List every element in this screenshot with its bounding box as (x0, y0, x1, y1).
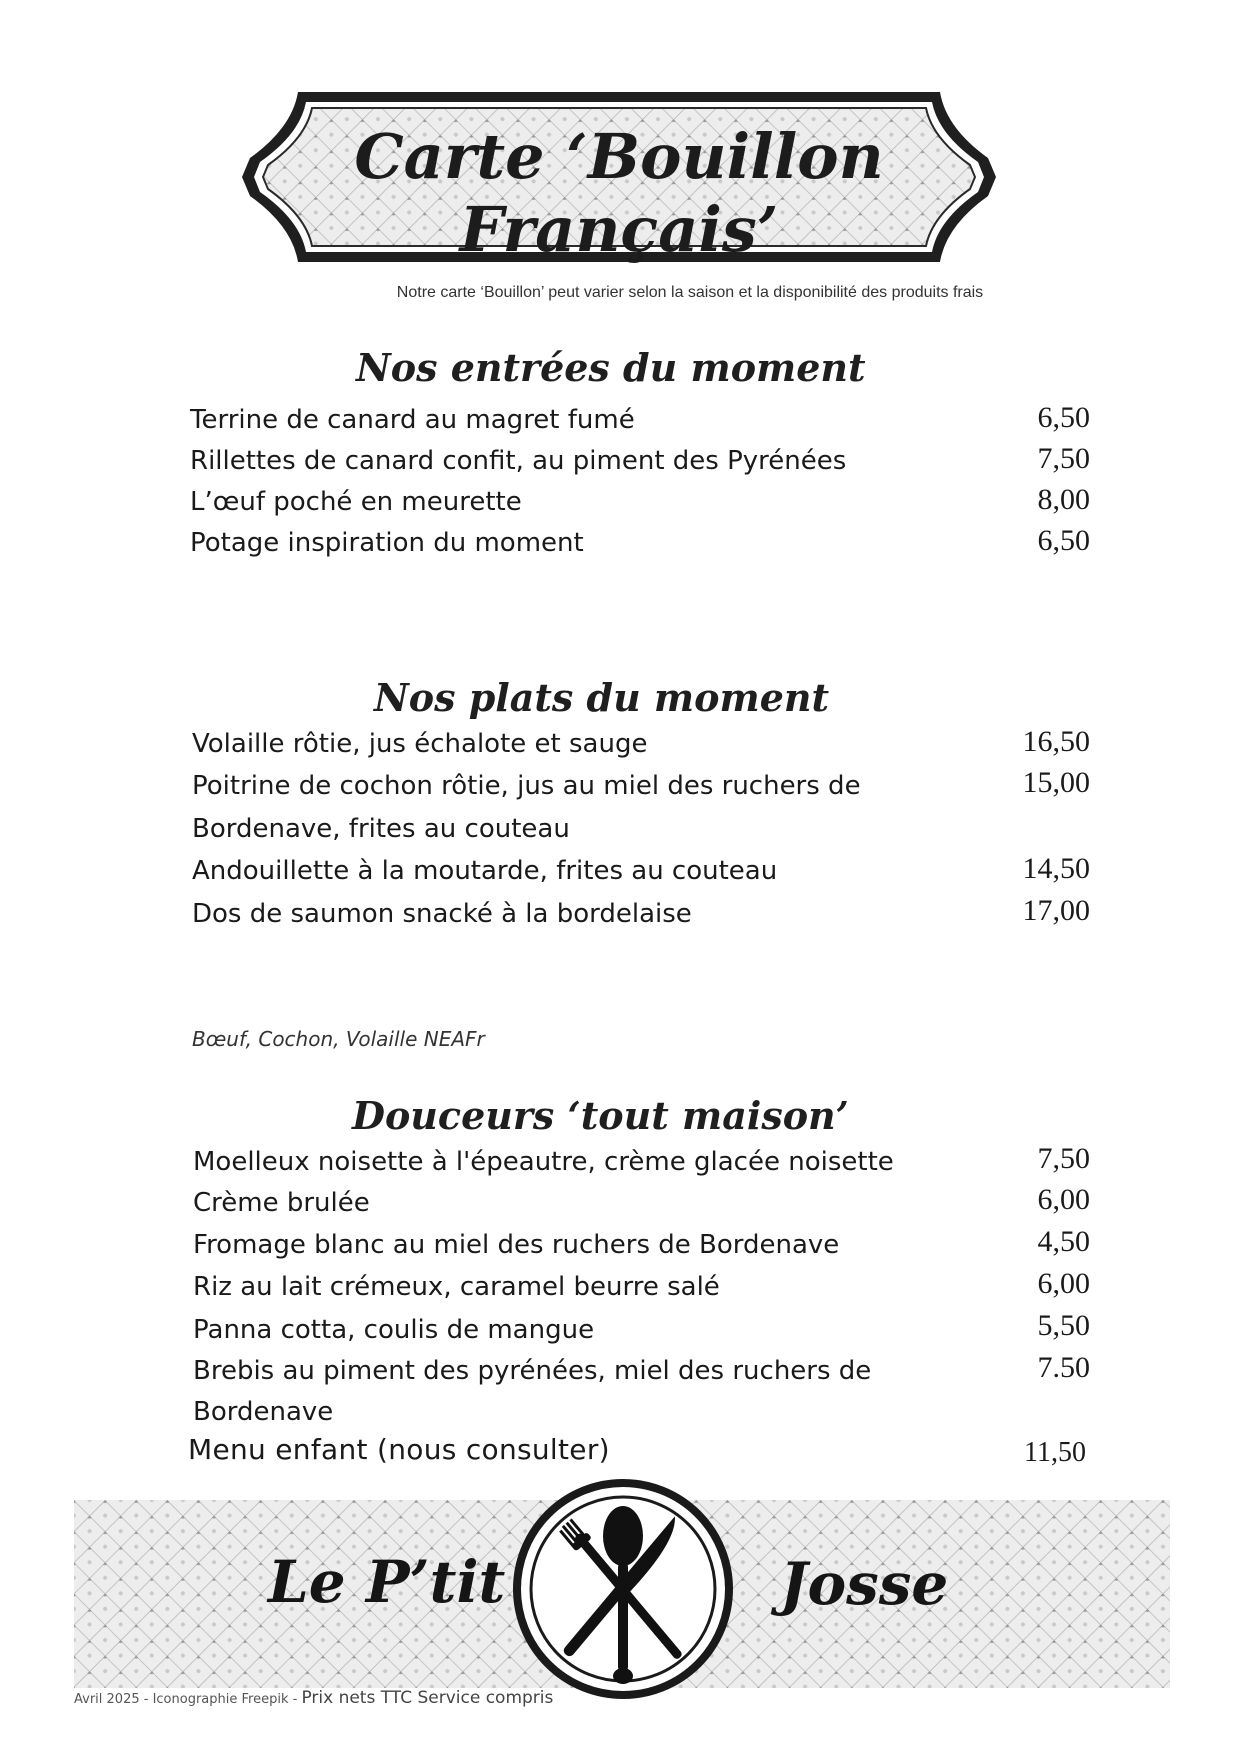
menu-title: Carte ‘Bouillon Français’ (354, 120, 884, 266)
menu-item-name: Andouillette à la moutarde, frites au couteau (192, 856, 778, 886)
menu-item-price: 7,50 (1037, 442, 1090, 475)
menu-item-name: L’œuf poché en meurette (190, 487, 522, 517)
cutlery-plate-icon (512, 1478, 734, 1700)
brand-name-left: Le P’tit (268, 1548, 506, 1616)
menu-item-name: Dos de saumon snacké à la bordelaise (192, 899, 692, 929)
menu-item-name: Volaille rôtie, jus échalote et sauge (192, 729, 648, 759)
menu-item-name: Rillettes de canard confit, au piment des Pyrénées (190, 446, 847, 476)
menu-item-name: Crème brulée (193, 1188, 370, 1218)
kids-menu-label: Menu enfant (nous consulter) (188, 1433, 610, 1466)
menu-item-name: Brebis au piment des pyrénées, miel des ruchers de (193, 1356, 872, 1386)
menu-item-name: Moelleux noisette à l'épeautre, crème glacée noisette (193, 1147, 894, 1177)
menu-item-price: 6,00 (1037, 1183, 1090, 1216)
menu-item-price: 6,00 (1037, 1267, 1090, 1300)
menu-subtitle: Notre carte ‘Bouillon’ peut varier selon la saison et la disponibilité des produits frais (396, 284, 984, 301)
price-note: Prix nets TTC Service compris (301, 1688, 554, 1708)
menu-item-price: 6,50 (1037, 401, 1090, 434)
section-heading-entrees: Nos entrées du moment (356, 345, 866, 390)
menu-item-price: 15,00 (1022, 766, 1090, 799)
section-heading-desserts: Douceurs ‘tout maison’ (352, 1093, 849, 1138)
menu-item-price: 6,50 (1037, 524, 1090, 557)
menu-item-name-continued: Bordenave (193, 1397, 334, 1427)
menu-item-name: Potage inspiration du moment (190, 528, 584, 558)
origin-note: Bœuf, Cochon, Volaille NEAFr (192, 1027, 485, 1051)
menu-item-price: 8,00 (1037, 483, 1090, 516)
menu-item-price: 17,00 (1022, 894, 1090, 927)
footer-credit (74, 1688, 553, 1708)
credit-text: Avril 2025 - Iconographie Freepik - (74, 1692, 302, 1707)
menu-item-price: 7.50 (1037, 1351, 1090, 1384)
menu-item-name: Terrine de canard au magret fumé (190, 405, 635, 435)
menu-item-name: Riz au lait crémeux, caramel beurre salé (193, 1272, 720, 1302)
menu-item-price: 14,50 (1022, 852, 1090, 885)
menu-item-name-continued: Bordenave, frites au couteau (192, 814, 570, 844)
kids-menu-price: 11,50 (1024, 1437, 1086, 1468)
menu-item-price: 5,50 (1037, 1309, 1090, 1342)
brand-name-right: Josse (780, 1550, 949, 1618)
menu-item-price: 16,50 (1022, 725, 1090, 758)
section-heading-plats: Nos plats du moment (374, 675, 830, 720)
menu-item-name: Fromage blanc au miel des ruchers de Bordenave (193, 1230, 840, 1260)
menu-item-name: Poitrine de cochon rôtie, jus au miel des ruchers de (192, 771, 861, 801)
menu-item-price: 4,50 (1037, 1225, 1090, 1258)
menu-item-price: 7,50 (1037, 1142, 1090, 1175)
menu-item-name: Panna cotta, coulis de mangue (193, 1315, 595, 1345)
